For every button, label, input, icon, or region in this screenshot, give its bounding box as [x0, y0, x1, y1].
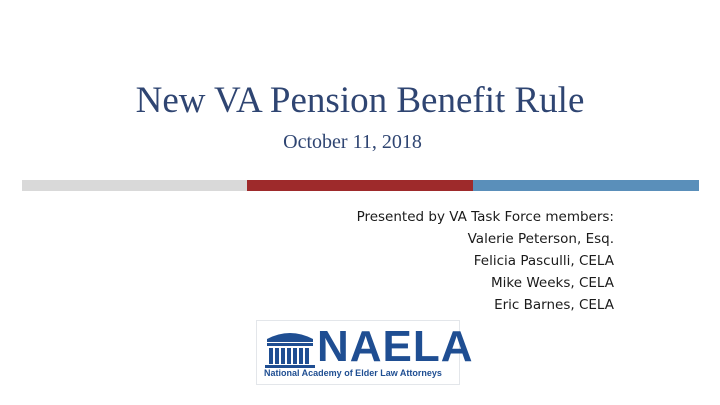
presenter-name: Eric Barnes, CELA: [494, 297, 614, 313]
divider-segment-red: [247, 180, 473, 191]
slide-title: New VA Pension Benefit Rule: [135, 80, 585, 121]
presenter-name: Felicia Pasculli, CELA: [473, 253, 614, 269]
slide-date: October 11, 2018: [283, 131, 422, 153]
presenter-name: Mike Weeks, CELA: [491, 275, 614, 291]
logo-full-name: National Academy of Elder Law Attorneys: [264, 368, 442, 378]
presenters-heading: Presented by VA Task Force members:: [356, 209, 614, 225]
capitol-columns-icon: [265, 330, 315, 368]
divider-segment-gray: [22, 180, 247, 191]
presenter-name: Valerie Peterson, Esq.: [467, 231, 614, 247]
presenters-block: [357, 206, 614, 316]
logo-wordmark: NAELA: [317, 322, 474, 371]
divider-bar: [22, 180, 699, 191]
naela-logo: [256, 320, 474, 385]
divider-segment-blue: [473, 180, 699, 191]
